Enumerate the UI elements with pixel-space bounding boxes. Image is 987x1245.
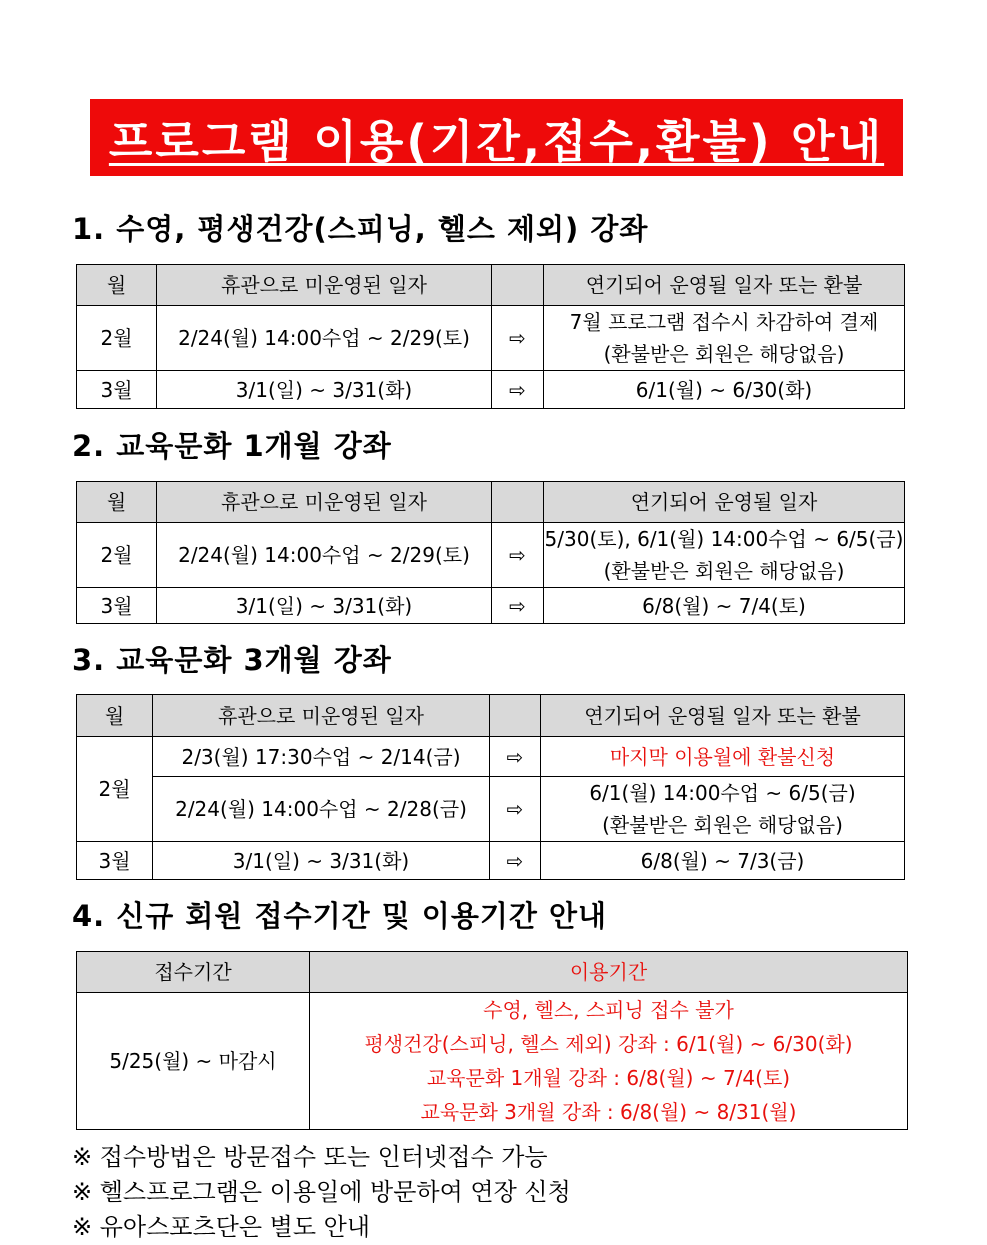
notes xyxy=(72,1140,571,1245)
result-cell xyxy=(541,777,905,842)
table-row xyxy=(77,737,905,777)
section3-heading: 3. 교육문화 3개월 강좌 xyxy=(72,643,392,677)
note-line: ※ 헬스프로그램은 이용일에 방문하여 연장 신청 xyxy=(72,1178,571,1206)
page-title: 프로그램 이용(기간,접수,환불) 안내 xyxy=(108,115,885,168)
col-month-header: 월 xyxy=(77,265,157,306)
month-cell: 2월 xyxy=(77,306,157,371)
arrow-icon: ⇨ xyxy=(490,842,541,880)
result-line: (환불받은 회원은 해당없음) xyxy=(603,559,845,583)
arrow-icon: ⇨ xyxy=(492,523,544,588)
section2-table xyxy=(76,481,905,624)
month-cell: 3월 xyxy=(77,842,153,880)
col-period-header: 접수기간 xyxy=(77,952,310,993)
month-cell: 2월 xyxy=(77,737,153,842)
result-line: (환불받은 회원은 해당없음) xyxy=(603,342,845,366)
col-arrow-header xyxy=(492,482,544,523)
col-closed-header: 휴관으로 미운영된 일자 xyxy=(157,482,492,523)
section1-table xyxy=(76,264,905,409)
section4-table xyxy=(76,951,908,1130)
col-month-header: 월 xyxy=(77,695,153,737)
title-banner xyxy=(90,99,903,176)
table-row xyxy=(77,306,905,371)
usage-line: 교육문화 1개월 강좌 : 6/8(월) ~ 7/4(토) xyxy=(426,1066,791,1090)
result-line: (환불받은 회원은 해당없음) xyxy=(602,813,843,837)
closed-cell: 3/1(일) ~ 3/31(화) xyxy=(153,842,490,880)
usage-cell xyxy=(310,993,908,1130)
section2-heading: 2. 교육문화 1개월 강좌 xyxy=(72,429,392,463)
month-cell: 3월 xyxy=(77,371,157,409)
period-cell: 5/25(월) ~ 마감시 xyxy=(77,993,310,1130)
col-usage-header: 이용기간 xyxy=(310,952,908,993)
result-line: 6/1(월) 14:00수업 ~ 6/5(금) xyxy=(589,781,856,805)
closed-cell: 2/24(월) 14:00수업 ~ 2/29(토) xyxy=(157,306,492,371)
month-cell: 3월 xyxy=(77,588,157,624)
table-row xyxy=(77,993,908,1130)
closed-cell: 2/24(월) 14:00수업 ~ 2/29(토) xyxy=(157,523,492,588)
result-cell xyxy=(544,523,905,588)
note-line: ※ 유아스포츠단은 별도 안내 xyxy=(72,1213,371,1241)
col-result-header: 연기되어 운영될 일자 또는 환불 xyxy=(544,265,905,306)
usage-line: 교육문화 3개월 강좌 : 6/8(월) ~ 8/31(월) xyxy=(420,1100,797,1124)
arrow-icon: ⇨ xyxy=(492,306,544,371)
result-cell: 6/1(월) ~ 6/30(화) xyxy=(544,371,905,409)
table-row xyxy=(77,588,905,624)
closed-cell: 3/1(일) ~ 3/31(화) xyxy=(157,371,492,409)
arrow-icon: ⇨ xyxy=(492,371,544,409)
col-result-header: 연기되어 운영될 일자 또는 환불 xyxy=(541,695,905,737)
result-cell: 6/8(월) ~ 7/4(토) xyxy=(544,588,905,624)
result-line: 5/30(토), 6/1(월) 14:00수업 ~ 6/5(금) xyxy=(544,527,904,551)
arrow-icon: ⇨ xyxy=(490,777,541,842)
col-closed-header: 휴관으로 미운영된 일자 xyxy=(157,265,492,306)
closed-cell: 2/24(월) 14:00수업 ~ 2/28(금) xyxy=(153,777,490,842)
table-row xyxy=(77,371,905,409)
arrow-icon: ⇨ xyxy=(490,737,541,777)
usage-line: 수영, 헬스, 스피닝 접수 불가 xyxy=(483,998,734,1022)
month-cell: 2월 xyxy=(77,523,157,588)
usage-line: 평생건강(스피닝, 헬스 제외) 강좌 : 6/1(월) ~ 6/30(화) xyxy=(364,1032,853,1056)
note-line: ※ 접수방법은 방문접수 또는 인터넷접수 가능 xyxy=(72,1143,548,1171)
section3-table xyxy=(76,694,905,880)
col-result-header: 연기되어 운영될 일자 xyxy=(544,482,905,523)
result-line: 7월 프로그램 접수시 차감하여 결제 xyxy=(569,310,879,334)
result-cell xyxy=(544,306,905,371)
table-row xyxy=(77,523,905,588)
section4-heading: 4. 신규 회원 접수기간 및 이용기간 안내 xyxy=(72,899,607,933)
result-cell: 마지막 이용월에 환불신청 xyxy=(541,737,905,777)
col-month-header: 월 xyxy=(77,482,157,523)
arrow-icon: ⇨ xyxy=(492,588,544,624)
closed-cell: 2/3(월) 17:30수업 ~ 2/14(금) xyxy=(153,737,490,777)
col-closed-header: 휴관으로 미운영된 일자 xyxy=(153,695,490,737)
closed-cell: 3/1(일) ~ 3/31(화) xyxy=(157,588,492,624)
result-cell: 6/8(월) ~ 7/3(금) xyxy=(541,842,905,880)
table-row xyxy=(77,777,905,842)
table-row xyxy=(77,842,905,880)
col-arrow-header xyxy=(490,695,541,737)
col-arrow-header xyxy=(492,265,544,306)
section1-heading: 1. 수영, 평생건강(스피닝, 헬스 제외) 강좌 xyxy=(72,212,649,246)
